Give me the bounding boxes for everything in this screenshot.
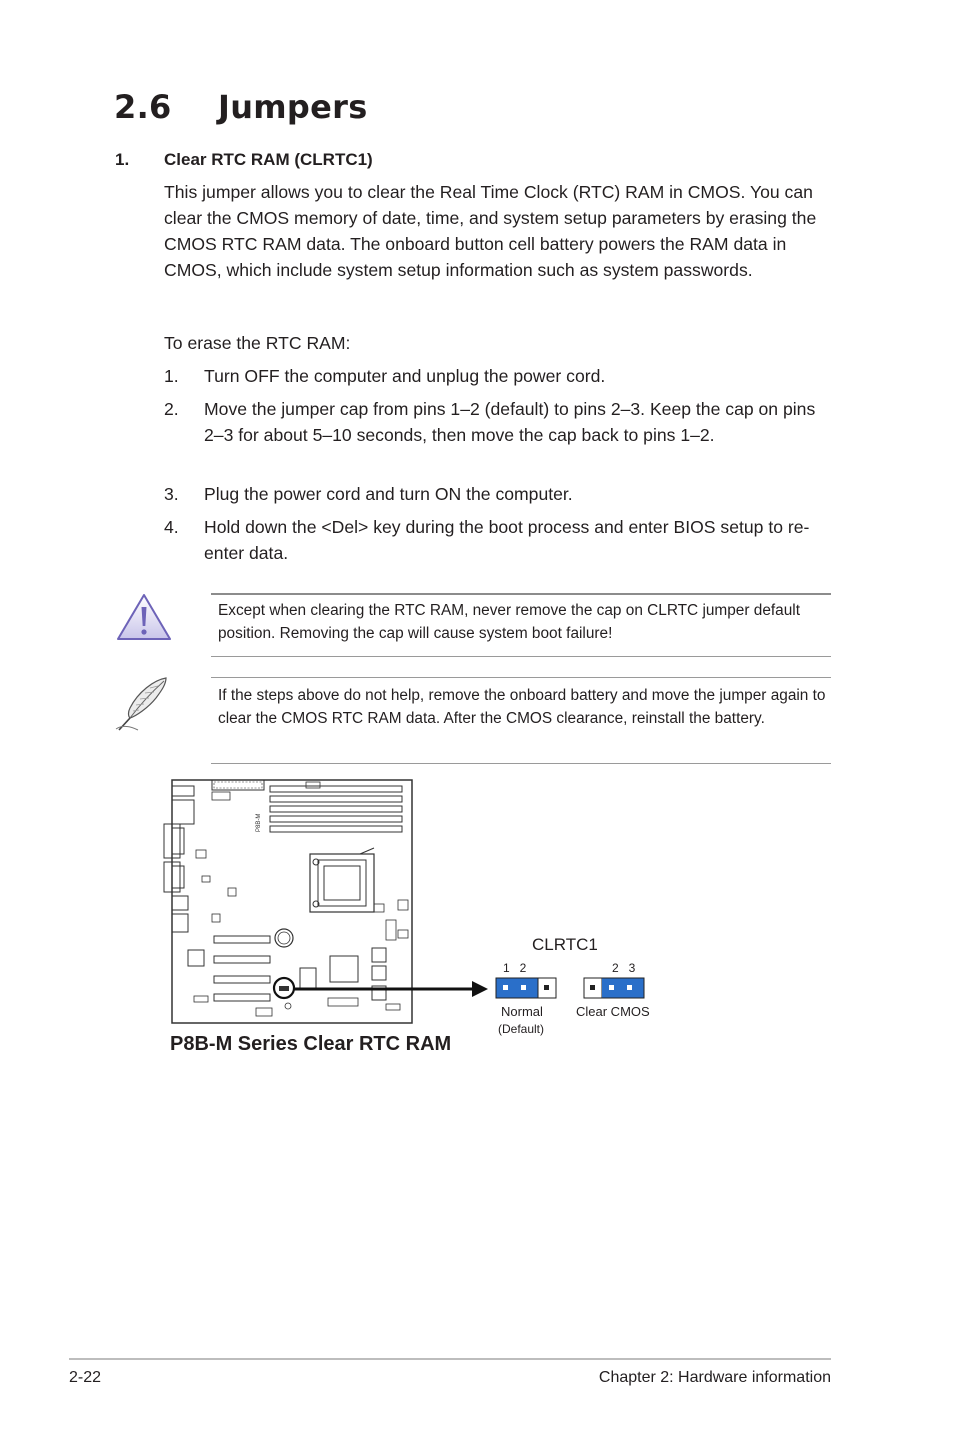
note-top-rule <box>211 677 831 678</box>
item-heading <box>115 150 373 170</box>
section-title-text: Jumpers <box>218 88 368 126</box>
step-text: Move the jumper cap from pins 1–2 (default) to pins 2–3. Keep the cap on pins 2–3 for about 5–10 seconds, then move the cap back to pins 1–2. <box>204 399 816 445</box>
step-number: 3. <box>164 484 179 504</box>
section-title <box>114 88 368 126</box>
intro-paragraph: This jumper allows you to clear the Real Time Clock (RTC) RAM in CMOS. You can clear the CMOS memory of date, time, and system setup parameters by erasing the CMOS RTC RAM data. The onboard button cell battery powers the RAM data in CMOS, which include system setup information such as system passwords. <box>164 182 817 280</box>
warning-top-rule <box>211 593 831 595</box>
normal-label: Normal <box>501 1004 543 1019</box>
step-2 <box>164 396 836 448</box>
page-number: 2-22 <box>69 1369 102 1386</box>
step-number: 1. <box>164 366 179 386</box>
clear-jumper-cap <box>602 978 644 998</box>
step-1 <box>164 363 836 389</box>
normal-default-label: (Default) <box>498 1022 545 1036</box>
clrtc1-label: CLRTC1 <box>532 935 598 954</box>
step-4 <box>164 514 836 566</box>
step-3 <box>164 481 836 507</box>
warning-triangle-icon <box>115 592 173 644</box>
erase-lead: To erase the RTC RAM: <box>164 333 351 353</box>
item-title: Clear RTC RAM (CLRTC1) <box>164 150 373 169</box>
note-bottom-rule <box>211 763 831 764</box>
clear-rtc-figure <box>160 770 670 1060</box>
warning-bottom-rule <box>211 656 831 657</box>
step-text: Hold down the <Del> key during the boot process and enter BIOS setup to re-enter data. <box>204 517 810 563</box>
normal-pin-numbers: 1 2 <box>503 961 527 975</box>
item-number: 1. <box>115 150 130 169</box>
normal-jumper-cap <box>496 978 538 998</box>
clear-cmos-label: Clear CMOS <box>576 1004 650 1019</box>
warning-text: Except when clearing the RTC RAM, never remove the cap on CLRTC jumper default position. Removing the cap will cause system boot failure! <box>218 602 800 642</box>
footer-rule <box>69 1358 831 1360</box>
step-text: Plug the power cord and turn ON the computer. <box>204 484 573 504</box>
board-model-label: P8B-M <box>256 813 262 832</box>
chapter-label: Chapter 2: Hardware information <box>598 1369 831 1386</box>
step-text: Turn OFF the computer and unplug the power cord. <box>204 366 606 386</box>
note-text: If the steps above do not help, remove the onboard battery and move the jumper again to clear the CMOS RTC RAM data. After the CMOS clearance, reinstall the battery. <box>218 687 826 727</box>
step-number: 4. <box>164 517 179 537</box>
step-number: 2. <box>164 399 179 419</box>
clear-pin-numbers: 2 3 <box>612 961 636 975</box>
section-number: 2.6 <box>114 88 172 126</box>
feather-pen-icon <box>114 674 174 734</box>
figure-caption: P8B-M Series Clear RTC RAM <box>170 1033 452 1055</box>
